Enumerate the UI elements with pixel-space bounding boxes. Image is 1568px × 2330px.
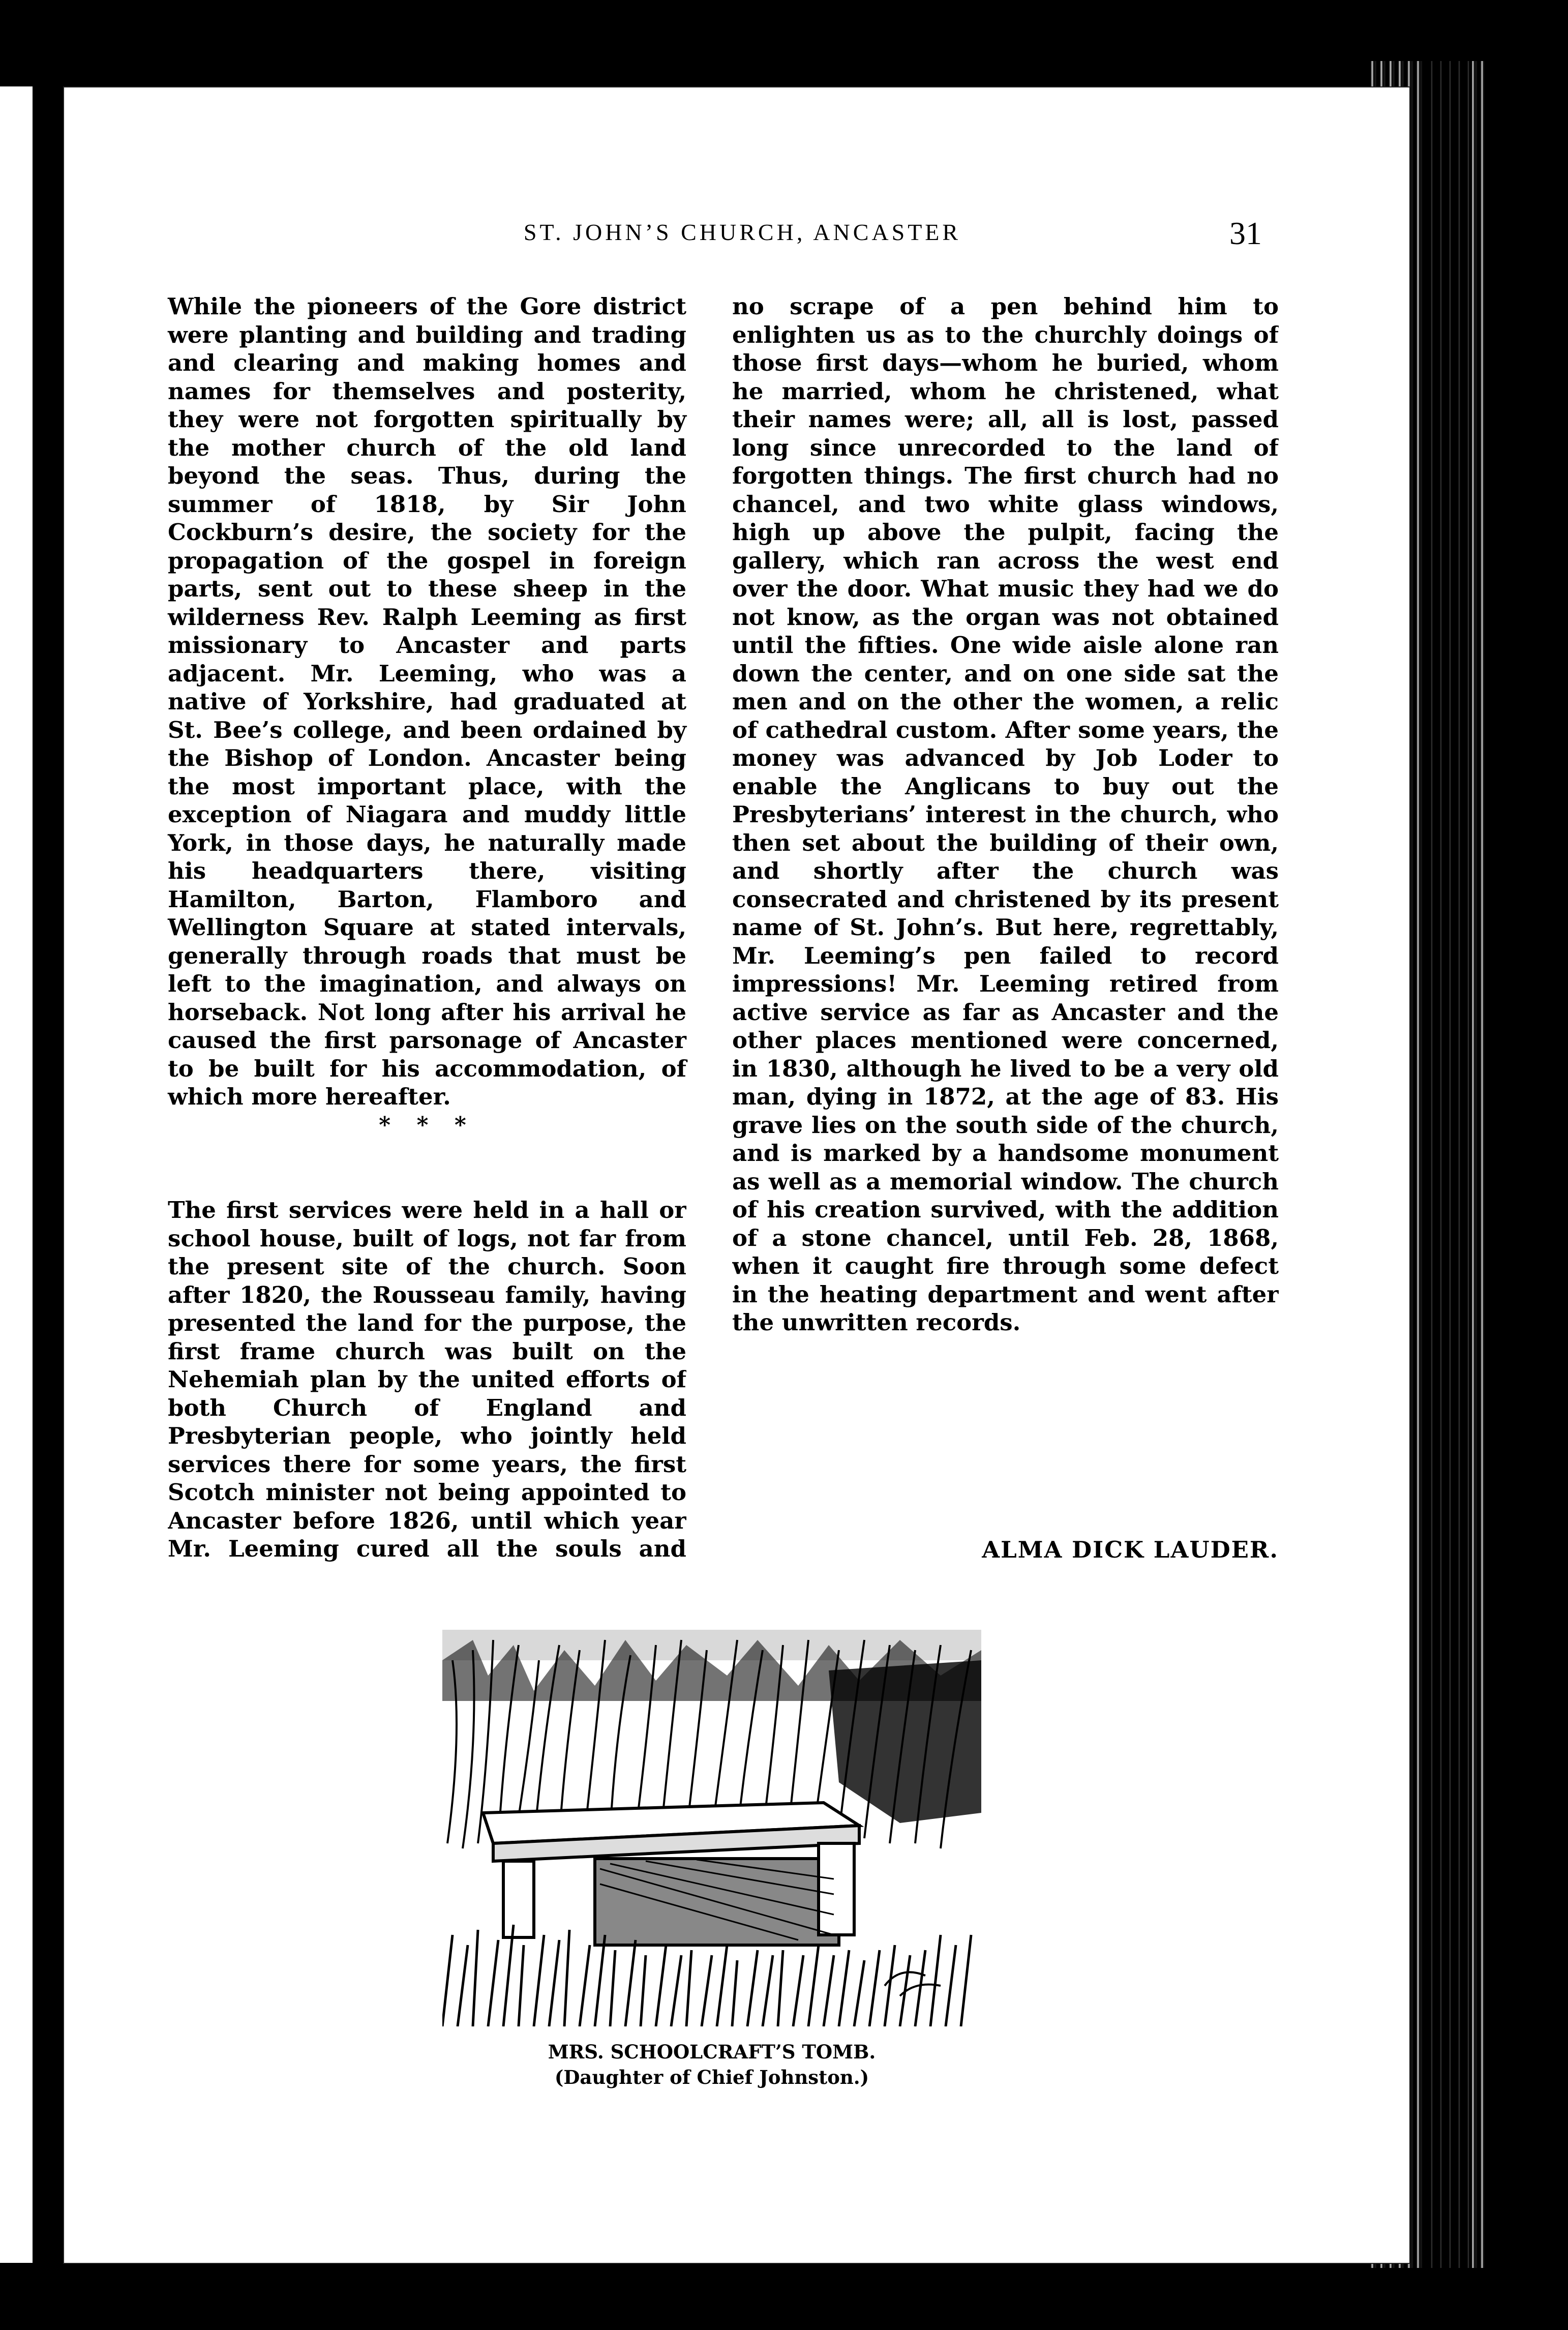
article-paragraph-2-continuation xyxy=(732,292,1279,1337)
article-column-right xyxy=(732,292,1279,1513)
section-separator: * * * xyxy=(379,1112,475,1138)
caption-subtitle: (Daughter of Chief Johnston.) xyxy=(554,2066,869,2088)
article-paragraph-2-flow: no scrape of a pen behind him to enlighten us as to the churchly doings of those first days—whom he buried, whom he married, whom he christened, what their names were; all, all is lost, passed long since unrecorded to the land of forgotten things. The first church had no chancel, and two white glass windows, high up above the pulpit, facing the gallery, which ran across the west end over the door. What music they had we do not know, as the organ was not obtained until the fifties. One wide aisle alone ran down the center, and on one side sat the men and on the other the women, a relic of cathedral custom. After some years, the money was advanced by Job Loder to enable the Anglicans to buy out the Presbyterians’ interest in the church, who then set about the building of their own, and shortly after the church was consecrated and christened by its present name of St. John’s. But here, regrettably, Mr. Leeming’s pen failed to record impressions! Mr. Leeming retired from active service as far as Ancaster and the other places mentioned were concerned, in 1830, although he lived to be a very old man, dying in 1872, at the age of 83. His grave lies on the south side of the church, and is marked by a handsome monument as well as a memorial window. The church of his creation survived, with the addition of a stone chancel, until Feb. 28, 1868, when it caught fire through some defect in the heating department and went after the unwritten records. xyxy=(732,293,1279,1336)
article-paragraph-1: While the pioneers of the Gore district were planting and building and trading and clearing and making homes and names for themselves and posterity, they were not forgotten spiritually by the mother church of the old land beyond the seas. Thus, during the summer of 1818, by Sir John Cockburn’s desire, the society for the propagation of the gospel in foreign parts, sent out to these sheep in the wilderness Rev. Ralph Leeming as first missionary to Ancaster and parts adjacent. Mr. Leeming, who was a native of Yorkshire, had graduated at St. Bee’s college, and been ordained by the Bishop of London. Ancaster being the most important place, with the exception of Niagara and muddy little York, in those days, he naturally made his headquarters there, visiting Hamilton, Barton, Flamboro and Wellington Square at stated intervals, generally through roads that must be left to the imagination, and always on horseback. Not long after his arrival he caused the first parsonage of Ancaster to be built for his accommodation, of which more hereafter. xyxy=(168,293,686,1110)
book-edge-pages xyxy=(1424,61,1472,2268)
author-signature: ALMA DICK LAUDER. xyxy=(982,1536,1279,1563)
tomb-illustration xyxy=(442,1630,981,2026)
caption-title: MRS. SCHOOLCRAFT’S TOMB. xyxy=(548,2041,876,2063)
scan-left-strip xyxy=(0,86,33,2263)
article-signature-block xyxy=(732,1536,1279,1564)
article-column-left xyxy=(168,292,686,1168)
figure-caption xyxy=(442,2039,981,2090)
article-column-left-continued xyxy=(168,1196,686,1562)
running-head: ST. JOHN’S CHURCH, ANCASTER xyxy=(523,219,961,245)
article-paragraph-2: The first services were held in a hall or school house, built of logs, not far from the present site of the church. Soon after 1820, the Rousseau family, having presented the land for the purpose, the first frame church was built on the Nehemiah plan by the united efforts of both Church of England and Presbyterian people, who jointly held services there for some years, the first Scotch minister not being appointed to Ancaster before 1826, until which year Mr. Leeming cured all the souls and xyxy=(168,1197,686,1562)
page-number: 31 xyxy=(1229,215,1262,251)
